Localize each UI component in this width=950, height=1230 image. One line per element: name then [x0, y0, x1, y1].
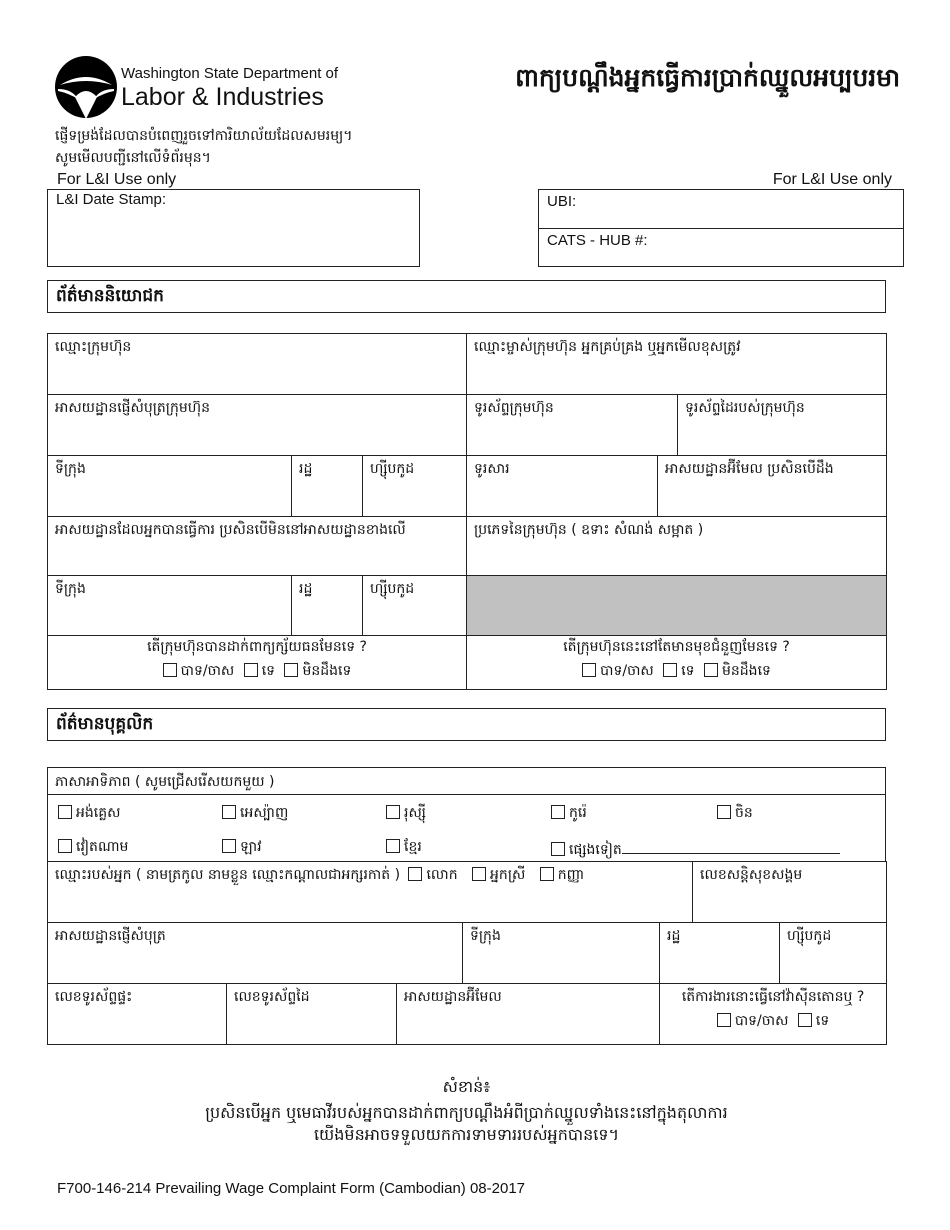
shaded-cell — [467, 576, 887, 636]
language-option-vietnamese[interactable] — [58, 838, 128, 856]
logo-icon — [54, 55, 118, 119]
language-header — [48, 768, 885, 795]
worker-email-field[interactable] — [397, 984, 660, 1045]
owner-name-field[interactable] — [467, 334, 887, 395]
other-language-line[interactable] — [622, 840, 840, 854]
chinese-checkbox[interactable] — [717, 805, 731, 819]
company-state-field[interactable] — [292, 456, 363, 517]
cell-phone-field[interactable] — [227, 984, 397, 1045]
agency-line1: Washington State Department of — [121, 65, 339, 82]
company-fax-label: ទូរសារ — [474, 461, 510, 477]
company-zip-field[interactable] — [363, 456, 467, 517]
language-option-spanish[interactable] — [222, 804, 288, 822]
company-mailing-address-label: អាសយដ្ឋានផ្ញើសំបុត្រក្រុមហ៊ុន — [55, 400, 210, 416]
spanish-label: អេស្ប៉ាញ — [240, 805, 289, 821]
still-open-question — [467, 636, 887, 690]
work-zip-field[interactable] — [363, 576, 467, 636]
ubi-field — [539, 190, 903, 229]
still-open-yes-label: បាទ/ចាស — [600, 663, 654, 679]
company-mailing-address-field[interactable] — [48, 395, 467, 456]
language-option-other[interactable] — [551, 840, 840, 859]
still-open-yes-checkbox[interactable] — [582, 663, 596, 677]
worker-state-label: រដ្ឋ — [667, 928, 681, 944]
work-address-label: អាសយដ្ឋានដែលអ្នកបានធ្វើការ ប្រសិនបើមិននៅអាសយដ្ឋានខាងលើ — [55, 522, 406, 538]
work-city-field[interactable] — [48, 576, 292, 636]
agency-name — [121, 65, 338, 111]
english-checkbox[interactable] — [58, 805, 72, 819]
company-cell-label: ទូរស័ព្ទដៃរបស់ក្រុមហ៊ុន — [685, 400, 805, 416]
chinese-label: ចិន — [735, 805, 753, 821]
date-stamp-box — [47, 189, 420, 267]
cell-phone-label: លេខទូរស័ព្ទដៃ — [234, 989, 310, 1005]
worker-mailing-address-field[interactable] — [48, 923, 463, 984]
title-mrs-checkbox[interactable] — [472, 867, 486, 881]
language-option-lao[interactable] — [222, 838, 262, 856]
company-name-field[interactable] — [48, 334, 467, 395]
worker-city-field[interactable] — [463, 923, 660, 984]
language-option-korean[interactable] — [551, 804, 587, 822]
english-label: អង់គ្លេស — [76, 805, 121, 821]
worker-name-field[interactable] — [48, 862, 693, 923]
bankruptcy-question — [48, 636, 467, 690]
vietnamese-label: វៀតណាម — [76, 839, 129, 855]
korean-label: កូរ៉េ — [569, 805, 587, 821]
bankruptcy-yes-label: បាទ/ចាស — [180, 663, 235, 679]
business-type-field[interactable] — [467, 517, 887, 576]
worker-mailing-address-label: អាសយដ្ឋានផ្ញើសំបុត្រ — [55, 928, 166, 944]
title-miss-checkbox[interactable] — [540, 867, 554, 881]
home-phone-label: លេខទូរស័ព្ទផ្ទះ — [55, 989, 133, 1005]
ssn-label: លេខសន្តិសុខសង្គម — [700, 867, 803, 883]
form-id-footer: F700-146-214 Prevailing Wage Complaint Form (Cambodian) 08-2017 — [57, 1180, 526, 1197]
bankruptcy-unknown-checkbox[interactable] — [284, 663, 298, 677]
office-use-label-right: For L&I Use only — [772, 171, 892, 188]
bankruptcy-no-checkbox[interactable] — [244, 663, 258, 677]
employer-info-table — [47, 333, 887, 690]
worker-name-label: ឈ្មោះរបស់អ្នក ( នាមត្រកូល នាមខ្លួន ឈ្មោះកណ្ដាលជាអក្សរកាត់ ) — [55, 867, 401, 883]
worker-info-table — [47, 861, 887, 1045]
work-state-label: រដ្ឋ — [299, 581, 313, 597]
instruction-line1: ផ្ញើទម្រង់ដែលបានបំពេញរួចទៅការិយាល័យដែលសមរម្យ។ — [55, 128, 353, 144]
vietnamese-checkbox[interactable] — [58, 839, 72, 853]
agency-logo — [54, 55, 118, 119]
language-option-khmer[interactable] — [386, 838, 422, 856]
form-title: ពាក្យបណ្ដឹងអ្នកធ្វើការប្រាក់ឈ្នួលអប្បបរមា — [515, 63, 900, 92]
still-open-unknown-label: មិនដឹងទេ — [722, 663, 771, 679]
instruction-line2: សូមមើលបញ្ជីនៅលើទំព័រមុន។ — [55, 150, 211, 166]
khmer-label: ខ្មែរ — [404, 839, 422, 855]
date-stamp-label: L&I Date Stamp: — [56, 191, 167, 208]
bankruptcy-yes-checkbox[interactable] — [163, 663, 177, 677]
russian-label: រុស្ស៊ី — [404, 805, 426, 821]
cats-hub-label: CATS - HUB #: — [547, 232, 648, 249]
washington-work-yes-checkbox[interactable] — [717, 1013, 731, 1027]
title-mr-label: លោក — [426, 867, 458, 883]
company-cell-field[interactable] — [678, 395, 887, 456]
bankruptcy-no-label: ទេ — [261, 663, 276, 679]
notice-line1: ប្រសិនបើអ្នក ឬមេធាវីរបស់អ្នកបានដាក់ពាក្យបណ្ដឹងអំពីប្រាក់ឈ្នួលទាំងនេះនៅក្នុងតុលាការ — [205, 1103, 728, 1122]
notice-line2: យើងមិនអាចទទួលយកការទាមទាររបស់អ្នកបានទេ។ — [313, 1125, 620, 1144]
company-fax-field[interactable] — [467, 456, 658, 517]
still-open-no-checkbox[interactable] — [663, 663, 677, 677]
language-label: ភាសាអាទិភាព ( សូមជ្រើសរើសយកមួយ ) — [55, 774, 275, 790]
office-use-label-left: For L&I Use only — [57, 171, 177, 188]
work-zip-label: ហ្ស៊ីបកូដ — [370, 581, 415, 597]
lao-checkbox[interactable] — [222, 839, 236, 853]
company-city-label: ទីក្រុង — [55, 461, 86, 477]
notice-heading: សំខាន់៖ — [442, 1077, 491, 1096]
company-phone-label: ទូរស័ព្ទក្រុមហ៊ុន — [474, 400, 554, 416]
worker-zip-field[interactable] — [780, 923, 887, 984]
cats-hub-field — [539, 229, 903, 250]
language-option-english[interactable] — [58, 804, 120, 822]
worker-email-label: អាសយដ្ឋានអ៊ីមែល — [404, 989, 502, 1005]
employer-section-title: ព័ត៌មាននិយោជក — [47, 280, 886, 313]
company-email-label: អាសយដ្ឋានអ៊ីមែល ប្រសិនបើដឹង — [665, 461, 834, 477]
washington-work-yes-label: បាទ/ចាស — [734, 1013, 789, 1029]
spanish-checkbox[interactable] — [222, 805, 236, 819]
washington-work-no-checkbox[interactable] — [798, 1013, 812, 1027]
still-open-question-label: តើក្រុមហ៊ុននេះនៅតែមានមុខជំនួញមែនទេ ? — [563, 639, 790, 655]
other-label: ផ្សេងទៀត — [569, 842, 622, 858]
office-ids-box — [538, 189, 904, 267]
khmer-checkbox[interactable] — [386, 839, 400, 853]
worker-state-field[interactable] — [660, 923, 780, 984]
language-option-russian[interactable] — [386, 804, 426, 822]
title-miss-label: កញ្ញា — [557, 867, 585, 883]
work-state-field[interactable] — [292, 576, 363, 636]
worker-city-label: ទីក្រុង — [470, 928, 501, 944]
title-mrs-label: អ្នកស្រី — [490, 867, 526, 883]
bankruptcy-question-label: តើក្រុមហ៊ុនបានដាក់ពាក្យក្ស័យធនមែនទេ ? — [147, 639, 367, 655]
company-email-field[interactable] — [658, 456, 887, 517]
other-checkbox[interactable] — [551, 842, 565, 856]
worker-zip-label: ហ្ស៊ីបកូដ — [787, 928, 832, 944]
company-city-field[interactable] — [48, 456, 292, 517]
lao-label: ឡាវ — [240, 839, 262, 855]
ssn-field[interactable] — [693, 862, 887, 923]
work-city-label: ទីក្រុង — [55, 581, 86, 597]
company-phone-field[interactable] — [467, 395, 678, 456]
important-notice — [47, 1076, 886, 1146]
bankruptcy-unknown-label: មិនដឹងទេ — [302, 663, 352, 679]
company-name-label: ឈ្មោះក្រុមហ៊ុន — [55, 339, 132, 355]
company-zip-label: ហ្ស៊ីបកូដ — [370, 461, 415, 477]
title-mr-checkbox[interactable] — [408, 867, 422, 881]
ubi-label: UBI: — [547, 193, 577, 210]
washington-work-question — [660, 984, 887, 1045]
washington-work-label: តើការងារនោះធ្វើនៅវ៉ាស៊ីនតោនឬ ? — [681, 989, 865, 1005]
agency-line2: Labor & Industries — [121, 83, 324, 111]
korean-checkbox[interactable] — [551, 805, 565, 819]
worker-section-title: ព័ត៌មានបុគ្គលិក — [47, 708, 886, 741]
still-open-unknown-checkbox[interactable] — [704, 663, 718, 677]
still-open-no-label: ទេ — [681, 663, 695, 679]
work-address-field[interactable] — [48, 517, 467, 576]
language-option-chinese[interactable] — [717, 804, 753, 822]
language-box — [47, 767, 886, 862]
owner-name-label: ឈ្មោះម្ចាស់ក្រុមហ៊ុន អ្នកគ្រប់គ្រង ឬអ្នកមើលខុសត្រូវ — [474, 339, 741, 355]
company-state-label: រដ្ឋ — [299, 461, 313, 477]
russian-checkbox[interactable] — [386, 805, 400, 819]
home-phone-field[interactable] — [48, 984, 227, 1045]
business-type-label: ប្រភេទនៃក្រុមហ៊ុន ( ឧទាះ សំណង់ សម្អាត ) — [474, 522, 704, 538]
washington-work-no-label: ទេ — [815, 1013, 830, 1029]
